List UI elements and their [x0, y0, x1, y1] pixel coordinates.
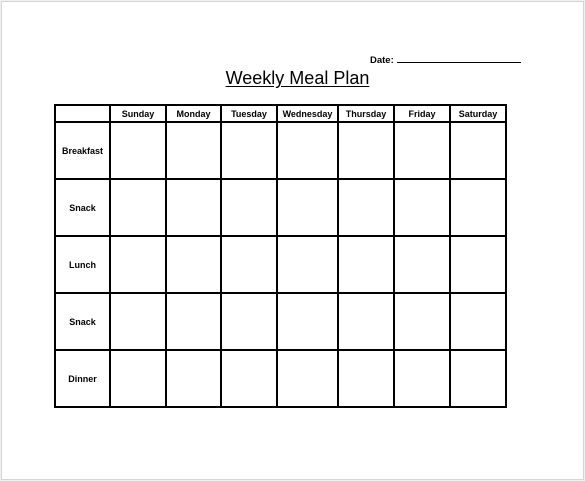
meal-cell[interactable] [277, 122, 338, 179]
meal-cell[interactable] [450, 122, 506, 179]
meal-cell[interactable] [394, 236, 450, 293]
meal-cell[interactable] [221, 179, 277, 236]
meal-cell[interactable] [166, 236, 221, 293]
column-header-friday: Friday [394, 105, 450, 122]
meal-cell[interactable] [338, 236, 394, 293]
row-label-breakfast: Breakfast [55, 122, 110, 179]
column-header-thursday: Thursday [338, 105, 394, 122]
meal-cell[interactable] [338, 179, 394, 236]
row-label-snack: Snack [55, 179, 110, 236]
meal-cell[interactable] [450, 179, 506, 236]
column-header-tuesday: Tuesday [221, 105, 277, 122]
meal-cell[interactable] [450, 350, 506, 407]
meal-cell[interactable] [166, 122, 221, 179]
meal-cell[interactable] [166, 179, 221, 236]
meal-cell[interactable] [110, 179, 166, 236]
column-header-sunday: Sunday [110, 105, 166, 122]
meal-cell[interactable] [277, 293, 338, 350]
date-field [370, 54, 521, 66]
meal-cell[interactable] [394, 293, 450, 350]
meal-cell[interactable] [277, 236, 338, 293]
meal-cell[interactable] [394, 122, 450, 179]
meal-cell[interactable] [166, 350, 221, 407]
meal-cell[interactable] [450, 293, 506, 350]
table-row [55, 293, 506, 350]
meal-cell[interactable] [277, 179, 338, 236]
meal-cell[interactable] [110, 350, 166, 407]
corner-cell [55, 105, 110, 122]
meal-cell[interactable] [394, 179, 450, 236]
row-label-lunch: Lunch [55, 236, 110, 293]
table-row [55, 179, 506, 236]
page-title: Weekly Meal Plan [225, 68, 370, 88]
meal-cell[interactable] [277, 350, 338, 407]
meal-cell[interactable] [110, 293, 166, 350]
table-row [55, 122, 506, 179]
meal-cell[interactable] [338, 350, 394, 407]
row-label-dinner: Dinner [55, 350, 110, 407]
column-header-monday: Monday [166, 105, 221, 122]
meal-cell[interactable] [394, 350, 450, 407]
table-row [55, 236, 506, 293]
meal-cell[interactable] [221, 293, 277, 350]
date-blank-line [397, 54, 521, 63]
meal-cell[interactable] [450, 236, 506, 293]
date-label: Date: [370, 55, 394, 66]
header-row [55, 105, 506, 122]
row-label-snack-2: Snack [55, 293, 110, 350]
meal-cell[interactable] [110, 122, 166, 179]
column-header-saturday: Saturday [450, 105, 506, 122]
meal-plan-table [54, 104, 507, 408]
meal-cell[interactable] [221, 350, 277, 407]
meal-cell[interactable] [221, 236, 277, 293]
meal-cell[interactable] [166, 293, 221, 350]
column-header-wednesday: Wednesday [277, 105, 338, 122]
meal-cell[interactable] [338, 122, 394, 179]
page-title-wrap [2, 68, 585, 89]
table-row [55, 350, 506, 407]
meal-cell[interactable] [338, 293, 394, 350]
meal-cell[interactable] [110, 236, 166, 293]
meal-cell[interactable] [221, 122, 277, 179]
